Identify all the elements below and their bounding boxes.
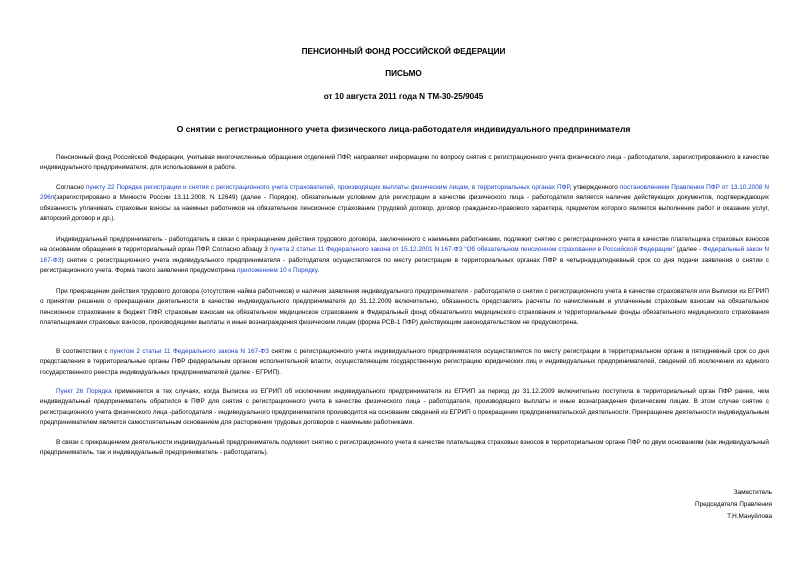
link-poryadok-p26[interactable]: Пункт 26 Порядка — [56, 388, 112, 395]
paragraph-2-text-a: Согласно — [56, 184, 86, 191]
document-title: О снятии с регистрационного учета физического лица-работодателя индивидуального предпринимателя — [176, 124, 631, 134]
document-type-heading: ПИСЬМО — [385, 69, 422, 78]
signature-position-line1: Заместитель — [733, 489, 772, 496]
paragraph-6-text-a: применяется в тех случаях, когда Выписка из ЕГРИП об исключении индивидуального предпринимателя из ЕГРИП за период до 31.12.2009 включительно поступила в территориальный орган ПФР ранее, чем индивидуальный предприниматель обратился в ПФР для снятия с регистрационного учета в качестве физического лица - работодателя, производящего выплаты и иные вознаграждения физическим лицам. В этом случае снятие с регистрационного учета физического лица -работодателя - индивидуального предпринимателя производится на основании сведений из ЕГРИП о прекращении предпринимательской деятельности. Прекращение деятельности индивидуальным предпринимателем является самостоятельным основанием для расторжения трудовых договоров с наемными работниками. — [40, 388, 769, 426]
paragraph-3-text-c: ) снятие с регистрационного учета индивидуального предпринимателя - работодателя осуществляется по месту регистрации в территориальных органах ПФР в четырнадцатидневный срок со дня подачи заявления о снятии с регистрационного учета. Форма такого заявления предусмотрена — [40, 256, 769, 274]
paragraph-2 — [40, 183, 769, 224]
paragraph-5-text-b: снятие с регистрационного учета индивидуального предпринимателя осуществляется по месту регистрации в территориальном органе в пятидневный срок со дня представления в территориальные органы ПФР федеральным органом исполнительной власти, осуществляющим государственную регистрацию юридических лиц и индивидуальных предпринимателей, сведений об исключении из единого государственного реестра индивидуальных предпринимателей (далее - ЕГРИП). — [40, 348, 770, 376]
paragraph-5 — [40, 347, 769, 378]
signature-block — [572, 487, 772, 523]
link-postanovlenie-296p[interactable]: постановлением Правления ПФР от 13.10.2008 N 296п — [40, 184, 770, 202]
link-poryadok-p22[interactable]: пункту 22 Порядка регистрации и снятия с регистрационного учета страхователей, производящих выплаты физическим лицам, в территориальных органах ПФР — [86, 184, 570, 191]
paragraph-7: В связи с прекращением деятельности индивидуальный предприниматель подлежит снятию с регистрационного учета в качестве плательщика страховых взносов в территориальном органе ПФР по двум основаниям (как индивидуальный предприниматель, так и индивидуальный предприниматель - работодатель). — [40, 439, 769, 457]
link-fz-167-p2-st11[interactable]: пункта 2 статьи 11 Федерального закона от 15.12.2001 N 167-ФЗ "Об обязательном пенсионном страховании в Российской Федерации" — [269, 246, 675, 254]
paragraph-3-text-a: Индивидуальный предприниматель - работодатель в связи с прекращением действия трудового договора, заключенного с наемными работниками, подлежит снятию с регистрационного учета в качестве плательщика страховых взносов на основании обращения в территориальный орган ПФР. Согласно абзацу 3 — [40, 236, 769, 254]
organization-heading: ПЕНСИОННЫЙ ФОНД РОССИЙСКОЙ ФЕДЕРАЦИИ — [301, 47, 506, 56]
paragraph-3-text-b: (далее - — [674, 246, 703, 254]
link-prilozhenie-10[interactable]: приложением 10 к Порядку — [237, 266, 318, 274]
paragraph-6 — [40, 387, 769, 428]
paragraph-4: При прекращении действия трудового договора (отсутствие найма работников) и наличия заявления индивидуального предпринимателя - работодателя о снятии с регистрационного учета в качестве страхователя или Выписки из ЕГРИП о принятии решения о прекращении деятельности в качестве индивидуального предпринимателя до 31.12.2009 включительно, обязанность представлять расчеты по начисленным и уплаченным страховым взносам на обязательное пенсионное страхование в бюджет ПФР, страховым взносам на обязательное медицинское страхование в Федеральный фонд обязательного медицинского страхования и территориальные фонды обязательного медицинского страхования плательщиками страховых взносов, производящими выплаты и иные вознаграждения физическим лицам (форма РСВ-1 ПФР) действующим законодательством не предусмотрена. — [40, 288, 769, 326]
paragraph-3-text-d: . — [317, 266, 320, 274]
paragraph-2-text-b: , утвержденного — [569, 184, 620, 191]
paragraph-2-text-c: (зарегистрировано в Минюсте России 13.11.2008, N 12649) (далее - Порядок), обязательным условием для регистрации в качестве физического лица - работодателя является наличие действующих документов, подтверждающих обязанность уплачивать страховые взносы за наемных работников на обязательное пенсионное страхование (трудовой договор, договор гражданско-правового характера, предметом которого является выполнение работ и оказание услуг, авторский договор и др.). — [40, 194, 769, 222]
link-fz-167[interactable]: Федеральный закон N 167-ФЗ — [40, 246, 769, 264]
signature-position-line2: Председателя Правления — [695, 501, 772, 508]
paragraph-5-text-a: В соответствии с — [56, 348, 111, 355]
signature-name: Т.Н.Мануйлова — [727, 513, 772, 520]
document-date-number: от 10 августа 2011 года N ТМ-30-25/9045 — [323, 92, 484, 101]
paragraph-3 — [40, 235, 769, 276]
paragraph-1: Пенсионный фонд Российской Федерации, учитывая многочисленные обращения отделений ПФР, направляет информацию по вопросу снятия с регистрационного учета физического лица - работодателя, зарегистрированного в качестве индивидуального предпринимателя, для использования в работе. — [40, 154, 769, 172]
link-fz-167-p2-st11-b[interactable]: пунктом 2 статьи 11 Федерального закона N 167-ФЗ — [110, 348, 269, 355]
